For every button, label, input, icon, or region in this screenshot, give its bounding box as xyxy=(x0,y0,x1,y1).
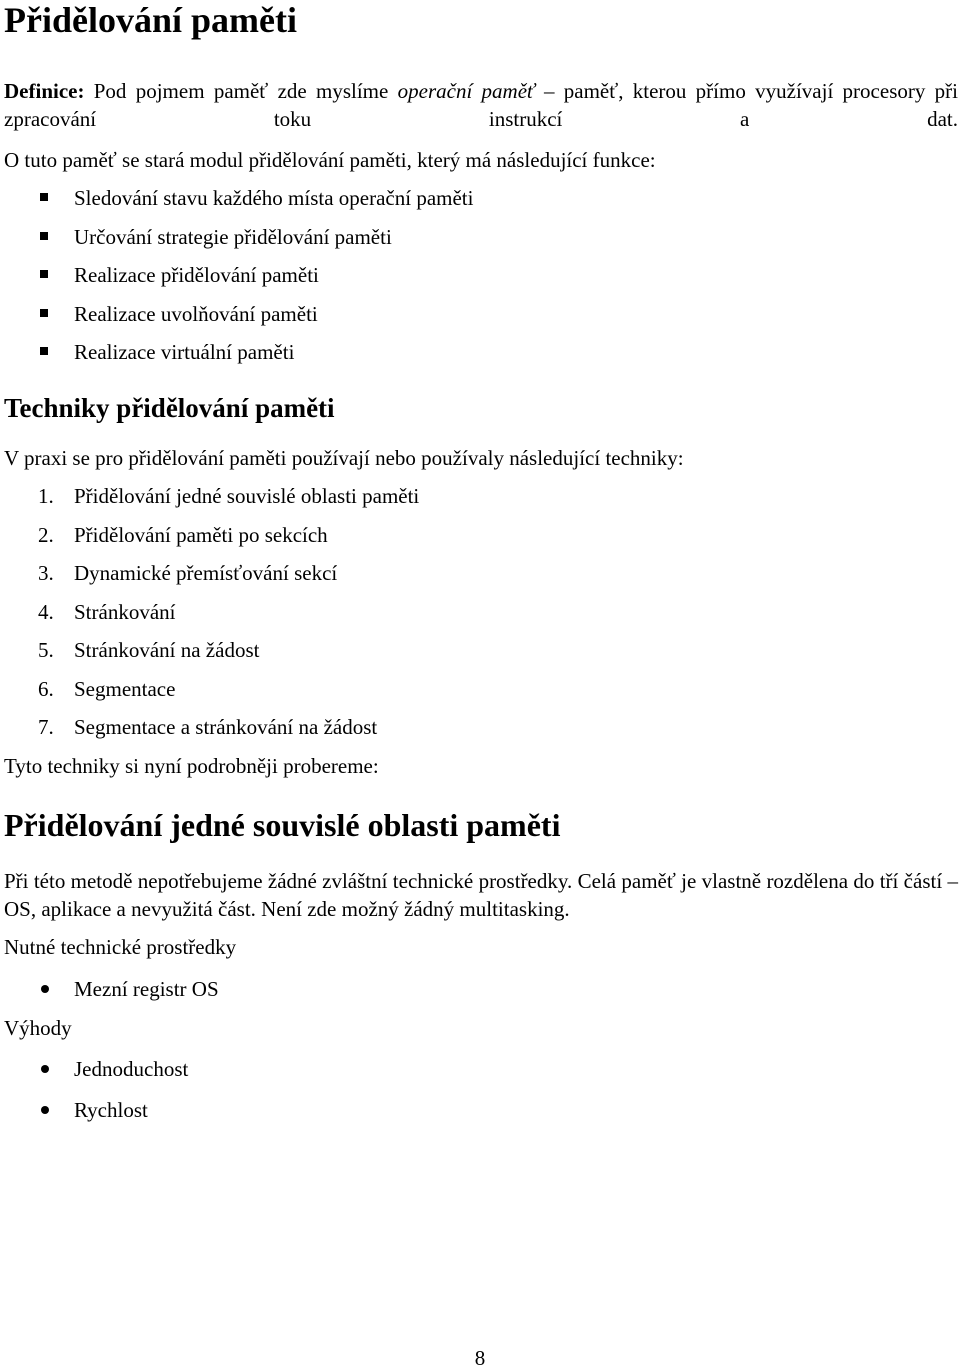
page-title: Přidělování paměti xyxy=(4,0,297,40)
list-number: 5. xyxy=(38,638,54,662)
list-number: 4. xyxy=(38,600,54,624)
techniques-heading: Techniky přidělování paměti xyxy=(4,393,335,423)
list-item: Určování strategie přidělování paměti xyxy=(74,225,392,249)
square-bullet-icon xyxy=(40,309,48,317)
list-number: 7. xyxy=(38,715,54,739)
techniques-outro: Tyto techniky si nyní podrobněji probereme: xyxy=(4,754,379,778)
list-item: Stránkování na žádost xyxy=(74,638,260,662)
list-item: Segmentace a stránkování na žádost xyxy=(74,715,378,739)
list-number: 1. xyxy=(38,484,54,508)
list-number: 6. xyxy=(38,677,54,701)
list-item: Mezní registr OS xyxy=(74,977,219,1001)
list-item: Jednoduchost xyxy=(74,1057,189,1081)
list-item: Stránkování xyxy=(74,600,176,624)
functions-intro: O tuto paměť se stará modul přidělování paměti, který má následující funkce: xyxy=(4,148,656,172)
square-bullet-icon xyxy=(40,193,48,201)
list-number: 3. xyxy=(38,561,54,585)
definition-paragraph xyxy=(4,77,958,133)
hw-heading: Nutné technické prostředky xyxy=(4,935,237,959)
list-item: Realizace přidělování paměti xyxy=(74,263,319,287)
square-bullet-icon xyxy=(40,232,48,240)
definition-text-1: Pod pojmem paměť zde myslíme xyxy=(84,79,398,103)
list-item: Přidělování paměti po sekcích xyxy=(74,523,328,547)
list-item: Realizace uvolňování paměti xyxy=(74,302,318,326)
list-item: Rychlost xyxy=(74,1098,148,1122)
bullet-icon xyxy=(41,985,49,993)
list-item: Segmentace xyxy=(74,677,176,701)
list-number: 2. xyxy=(38,523,54,547)
list-item: Sledování stavu každého místa operační paměti xyxy=(74,186,474,210)
section-paragraph: Při této metodě nepotřebujeme žádné zvláštní technické prostředky. Celá paměť je vlastně rozdělena do tří částí – OS, aplikace a nevyužitá část. Není zde možný žádný multitasking. xyxy=(4,869,958,921)
square-bullet-icon xyxy=(40,270,48,278)
bullet-icon xyxy=(41,1065,49,1073)
definition-italic-term: operační paměť xyxy=(397,79,535,103)
pros-heading: Výhody xyxy=(4,1016,72,1040)
techniques-intro: V praxi se pro přidělování paměti používají nebo používaly následující techniky: xyxy=(4,446,684,470)
definition-label: Definice: xyxy=(4,79,85,103)
definition-text-2: – paměť, kterou přímo využívají procesory při zpracování toku instrukcí a dat. xyxy=(4,79,958,131)
list-item: Realizace virtuální paměti xyxy=(74,340,295,364)
section-heading: Přidělování jedné souvislé oblasti paměti xyxy=(4,807,561,843)
bullet-icon xyxy=(41,1106,49,1114)
square-bullet-icon xyxy=(40,347,48,355)
list-item: Dynamické přemísťování sekcí xyxy=(74,561,338,585)
page-number: 8 xyxy=(474,1346,486,1370)
list-item: Přidělování jedné souvislé oblasti paměti xyxy=(74,484,420,508)
